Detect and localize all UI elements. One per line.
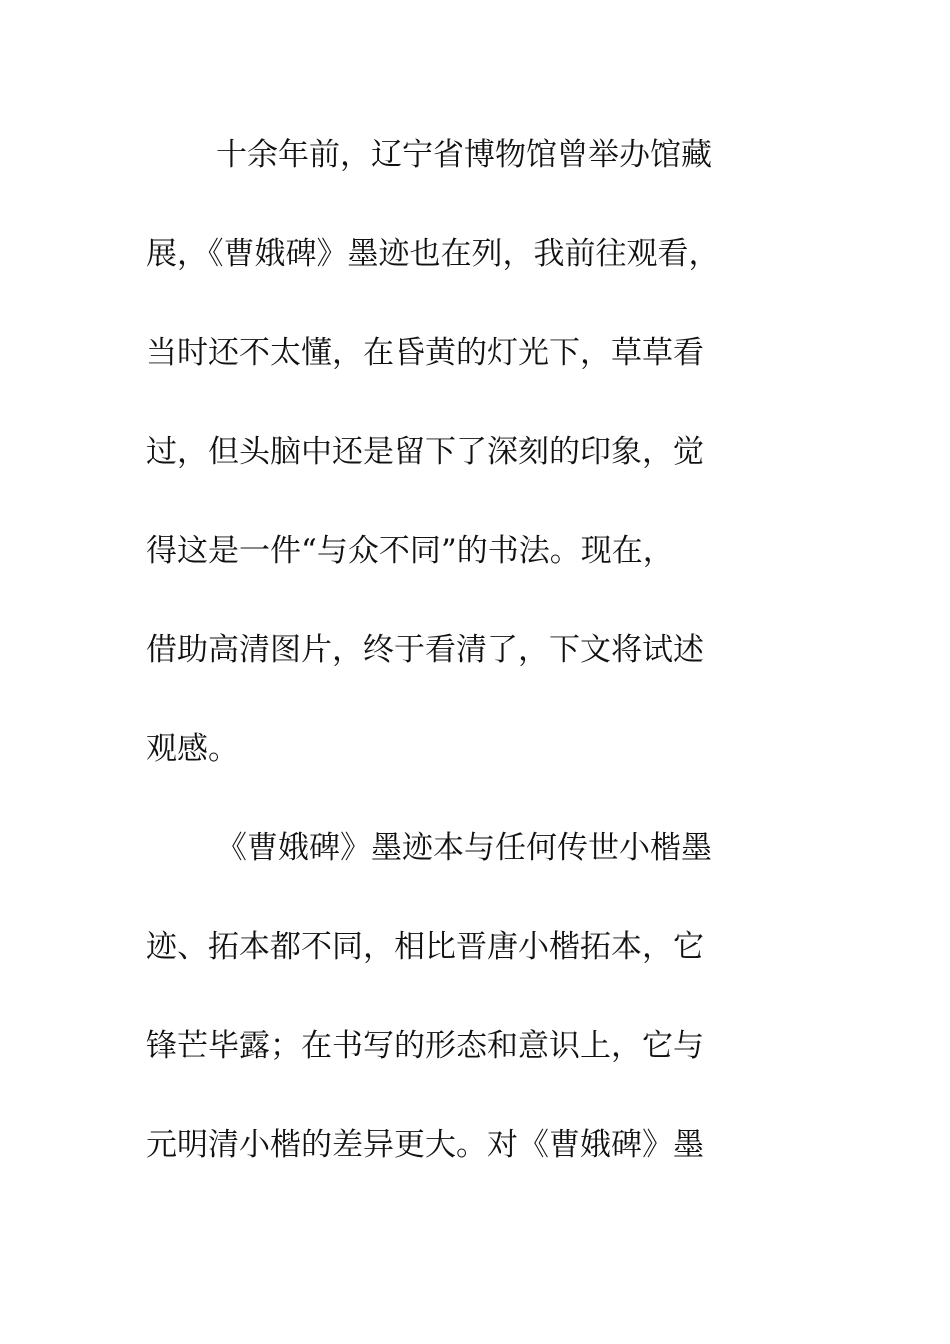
paragraph-2-line-1: 《曹娥碑》墨迹本与任何传世小楷墨 [216,830,712,866]
paragraph-1-line-5: 得这是一件“与众不同”的书法。现在， [146,533,674,569]
paragraph-2-line-3: 锋芒毕露；在书写的形态和意识上，它与 [146,1028,704,1064]
paragraph-1-line-1: 十余年前，辽宁省博物馆曾举办馆藏 [216,137,712,173]
paragraph-2-line-2: 迹、拓本都不同，相比晋唐小楷拓本，它 [146,929,704,965]
paragraph-1-line-6: 借助高清图片，终于看清了，下文将试述 [146,632,704,668]
paragraph-1-line-2: 展，《曹娥碑》墨迹也在列，我前往观看， [146,236,720,272]
paragraph-1-line-7: 观感。 [146,731,239,767]
paragraph-1-line-3: 当时还不太懂，在昏黄的灯光下，草草看 [146,335,704,371]
paragraph-1-line-4: 过，但头脑中还是留下了深刻的印象，觉 [146,434,704,470]
paragraph-2-line-4: 元明清小楷的差异更大。对《曹娥碑》墨 [146,1127,704,1163]
